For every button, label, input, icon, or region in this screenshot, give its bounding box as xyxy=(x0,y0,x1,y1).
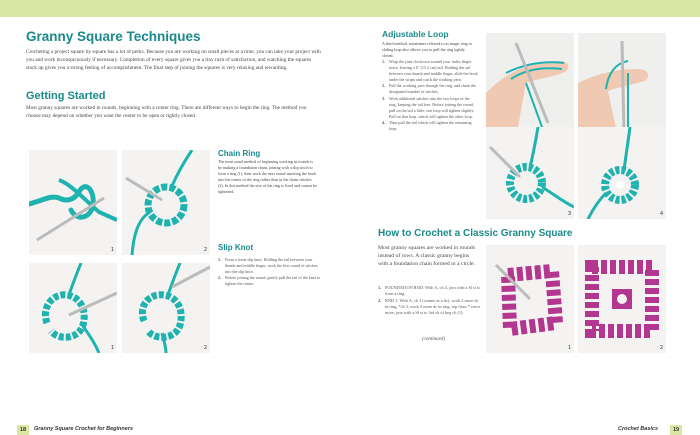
adjustable-loop-photo-1 xyxy=(486,33,574,138)
adjustable-loop-photo-2 xyxy=(578,33,666,138)
list-item: 1. Form a loose slip knot. Holding the tail between your thumb and middle finger, work the first round of stitches into the slip knot. xyxy=(218,257,318,275)
adjustable-loop-steps xyxy=(382,59,478,132)
adjustable-loop-photo-4 xyxy=(578,127,666,219)
getting-started-paragraph: Most granny squares are worked in rounds, beginning with a center ring. There are different ways to begin the ring. The method you choose may depend on whether you want the center to be open or tightly closed. xyxy=(26,105,307,119)
running-footer: Crochet Basics xyxy=(618,426,659,432)
slip-knot-heading: Slip Knot xyxy=(218,243,254,252)
chain-ring-paragraph: The most usual method of beginning working in rounds is by making a foundation chain, joining with a slip stitch to form a ring (1), then work the next round inserting the hook into the center of the ring rather than in the chain stitches (2). In this method the size of the ring is fixed and cannot be tightened. xyxy=(218,159,317,195)
running-footer: Granny Square Crochet for Beginners xyxy=(34,426,134,432)
list-item: 1. Wrap the yarn clockwise around your index finger twice, leaving a 6" (15.2 cm) tail. Holding the tail between your thumb and middle finger, slide the hook under the wraps and catch the working yarn. xyxy=(382,59,478,83)
continued-note: (continued) xyxy=(422,337,446,342)
granny-square-photo-2 xyxy=(578,245,666,353)
slip-knot-steps xyxy=(218,257,322,287)
photo-number: 3 xyxy=(567,211,571,217)
photo-number: 1 xyxy=(110,345,114,351)
photo-number: 1 xyxy=(567,345,571,351)
photo-number: 1 xyxy=(110,247,114,253)
slip-knot-photo-2 xyxy=(122,263,210,353)
list-item: 2. Pull the working yarn through the ring, and chain the designated number of stitches. xyxy=(382,83,476,95)
photo-number: 4 xyxy=(659,211,663,217)
classic-granny-heading: How to Crochet a Classic Granny Square xyxy=(378,228,573,239)
adjustable-loop-photo-3 xyxy=(486,127,574,219)
chain-ring-photo-2 xyxy=(122,150,210,255)
photo-number: 2 xyxy=(203,345,207,351)
photo-number: 2 xyxy=(203,247,207,253)
adjustable-loop-intro: A third method, sometimes referred to as magic ring or sliding loop also allows you to pull the ring tightly closed. xyxy=(382,41,473,59)
list-item: 1. FOUNDATION RND: With A, ch 4, join with a Sl st to form a ring. xyxy=(378,285,481,297)
intro-paragraph: Crocheting a project square by square has a lot of perks. Because you are working on small pieces at a time, you can take your project with you and work inconspicuously if necessary. Completion of every square gives you a tiny rush of satisfaction, and watching the squares stack up gives you a strong feeling of accomplishment. The final step of joining the squares is very relaxing and rewarding. xyxy=(26,49,321,71)
list-item: 2. Before joining the round, gently pull the tail of the knot to tighten the center. xyxy=(218,275,321,287)
chain-ring-heading: Chain Ring xyxy=(218,149,261,158)
page-number: 19 xyxy=(670,425,682,435)
list-item: 3. Work additional stitches into the two loops of the ring, keeping the tail free. Before joining the round, pull on the tail a little; one loop will tighten slightly. Pull on that loop, which will tighten the other loop. xyxy=(382,95,475,119)
getting-started-heading: Getting Started xyxy=(26,90,106,102)
right-page xyxy=(350,17,700,431)
photo-number: 2 xyxy=(659,345,663,351)
granny-square-photo-1 xyxy=(486,245,574,353)
classic-granny-paragraph: Most granny squares are worked in rounds instead of rows. A classic granny begins with a foundation chain formed in a circle. xyxy=(378,245,475,268)
left-page xyxy=(0,17,350,431)
slip-knot-photo-1 xyxy=(29,263,117,353)
adjustable-loop-heading: Adjustable Loop xyxy=(382,29,449,39)
classic-granny-steps xyxy=(378,285,482,316)
page-number: 18 xyxy=(17,425,29,435)
list-item: 4. Then pull the tail which will tighten the remaining loop. xyxy=(382,119,472,132)
top-color-band xyxy=(0,0,700,17)
list-item: 2. RND 1: With A, ch 3 (counts as a dc), work 2 more dc in ring, *ch 3, work 3 more dc in ring, rep from * twice more, join with a Sl st to 3rd ch of beg ch (1). xyxy=(378,297,481,316)
page-title: Granny Square Techniques xyxy=(26,29,201,44)
chain-ring-photo-1 xyxy=(29,150,117,255)
